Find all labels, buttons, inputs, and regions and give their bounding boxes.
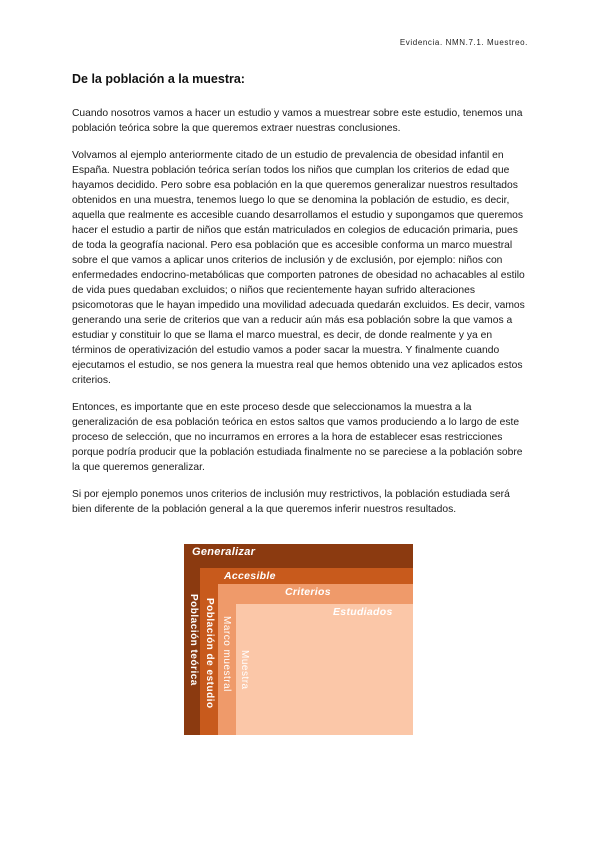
section-title: De la población a la muestra: (72, 72, 245, 86)
paragraph-4: Si por ejemplo ponemos unos criterios de inclusión muy restrictivos, la población estudiada será bien diferente de la población general a la que queremos inferir nuestros resultados. (72, 489, 510, 515)
label-marco-muestral: Marco muestral (221, 616, 232, 692)
label-criterios: Criterios (285, 586, 331, 598)
paragraph-2: Volvamos al ejemplo anteriormente citado de un estudio de prevalencia de obesidad infantil en España. Nuestra población teórica serían todos los niños que cumplan los criterios de edad que hayamos decidido. Pero sobre esa población en la que queremos generalizar nuestros resultados obtenidos en una muestra, tenemos luego lo que se denomina la población de estudio, es decir, aquella que realmente es accesible cuando desarrollamos el estudio y supongamos que queremos hacer el estudio a partir de niños que están matriculados en colegios de educación primaria, pues de toda la geografía nacional. Pero esa población que es accesible conforma un marco muestral sobre el que vamos a aplicar unos criterios de inclusión y de exclusión, por ejemplo: niños con enfermedades endocrino-metabólicas que comporten patrones de obesidad no achacables al estilo de vida pues quedaban excluidos; o niños que recientemente hayan sufrido alteraciones psicomotoras que le hayan impedido una movilidad adecuada quedarán excluidos. Es decir, vamos generando una serie de criterios que van a reducir aún más esa población sobre la que vamos a estudiar y constituir lo que se llama el marco muestral, es decir, de donde realmente y ya en términos de operativización del estudio vamos a poder sacar la muestra. Y finalmente cuando ejecutamos el estudio, se nos genera la muestra real que hemos obtenido una vez aplicados estos criterios. (72, 150, 525, 386)
header-note: Evidencia. NMN.7.1. Muestreo. (399, 38, 528, 47)
document-body (72, 72, 528, 529)
paragraph-1: Cuando nosotros vamos a hacer un estudio y vamos a muestrear sobre este estudio, tenemos una población teórica sobre la que queremos extraer nuestras conclusiones. (72, 108, 523, 134)
label-accesible: Accesible (224, 570, 276, 582)
label-generalizar: Generalizar (192, 546, 256, 558)
population-sample-diagram (184, 544, 413, 735)
label-muestra: Muestra (239, 650, 250, 690)
label-poblacion-estudio: Población de estudio (204, 598, 215, 709)
label-estudiados: Estudiados (333, 606, 393, 618)
layer-muestra (236, 604, 413, 735)
paragraph-3: Entonces, es importante que en este proceso desde que seleccionamos la muestra a la generalización de esa población teórica en estos saltos que vamos produciendo a lo largo de este proceso de selección, que no incurramos en errores a la hora de establecer esas restricciones porque podría producir que la población estudiada finalmente no se pareciese a la población sobre la que queremos generalizar. (72, 402, 523, 473)
label-poblacion-teorica: Población teórica (188, 594, 199, 686)
